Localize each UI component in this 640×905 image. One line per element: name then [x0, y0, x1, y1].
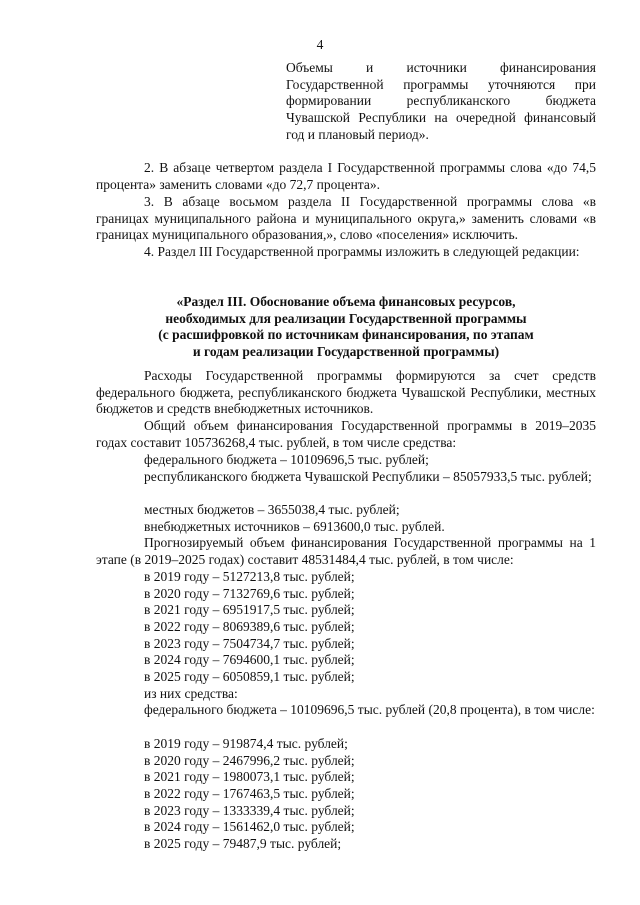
year-federal-line: в 2020 году – 2467996,2 тыс. рублей; — [144, 753, 355, 768]
heading-line: необходимых для реализации Государственной программы — [165, 310, 527, 326]
year-total-line: в 2025 году – 6050859,1 тыс. рублей; — [144, 669, 355, 684]
body-paragraph-expenses: Расходы Государственной программы формируются за счет средств федерального бюджета, республиканского бюджета Чувашской Республики, местных бюджетов и средств внебюджетных источников. — [96, 368, 596, 417]
extrabudgetary-line: внебюджетных источников – 6913600,0 тыс. рублей. — [144, 519, 445, 534]
heading-line: (с расшифровкой по источникам финансирования, по этапам — [158, 327, 534, 343]
year-federal-line: в 2022 году – 1767463,5 тыс. рублей; — [144, 786, 355, 801]
quote-block: Объемы и источники финансирования Государственной программы уточняются при формировании республиканского бюджета Чувашской Республики на очередной финансовый год и плановый период». — [286, 60, 596, 142]
item-2-paragraph: 2. В абзаце четвертом раздела I Государственной программы слова «до 74,5 процента» заменить словами «до 72,7 процента». — [96, 160, 596, 192]
year-total-line: в 2023 году – 7504734,7 тыс. рублей; — [144, 636, 355, 651]
year-federal-line: в 2021 году – 1980073,1 тыс. рублей; — [144, 769, 355, 784]
year-total-line: в 2020 году – 7132769,6 тыс. рублей; — [144, 586, 355, 601]
federal-share-paragraph: федерального бюджета – 10109696,5 тыс. рублей (20,8 процента), в том числе: — [144, 702, 595, 717]
year-total-line: в 2024 году – 7694600,1 тыс. рублей; — [144, 652, 355, 667]
year-total-line: в 2019 году – 5127213,8 тыс. рублей; — [144, 569, 355, 584]
year-federal-line: в 2024 году – 1561462,0 тыс. рублей; — [144, 819, 355, 834]
body-paragraph-total: Общий объем финансирования Государственной программы в 2019–2035 годах составит 105736268,4 тыс. рублей, в том числе средства: — [96, 418, 596, 450]
year-federal-line: в 2023 году – 1333339,4 тыс. рублей; — [144, 803, 355, 818]
page-number: 4 — [316, 37, 324, 52]
stage-1-paragraph: Прогнозируемый объем финансирования Государственной программы на 1 этапе (в 2019–2025 годах) составит 48531484,4 тыс. рублей, в том числе: — [96, 535, 596, 567]
year-total-line: в 2021 году – 6951917,5 тыс. рублей; — [144, 602, 355, 617]
federal-budget-line: федерального бюджета – 10109696,5 тыс. рублей; — [144, 452, 429, 467]
heading-line: «Раздел III. Обоснование объема финансовых ресурсов, — [176, 294, 516, 309]
local-budget-line: местных бюджетов – 3655038,4 тыс. рублей; — [144, 502, 400, 517]
of-them-line: из них средства: — [144, 686, 238, 701]
republic-budget-line: республиканского бюджета Чувашской Республики – 85057933,5 тыс. рублей; — [144, 469, 592, 484]
year-federal-line: в 2025 году – 79487,9 тыс. рублей; — [144, 836, 342, 851]
section-heading — [96, 294, 596, 361]
year-federal-line: в 2019 году – 919874,4 тыс. рублей; — [144, 736, 348, 751]
year-total-line: в 2022 году – 8069389,6 тыс. рублей; — [144, 619, 355, 634]
heading-line: и годам реализации Государственной программы) — [192, 344, 500, 360]
item-3-paragraph: 3. В абзаце восьмом раздела II Государственной программы слова «в границах муниципального района и муниципального округа,» заменить словами «в границах муниципального образования,», слово «поселения» исключить. — [96, 194, 596, 243]
item-4-paragraph: 4. Раздел III Государственной программы изложить в следующей редакции: — [144, 244, 580, 259]
